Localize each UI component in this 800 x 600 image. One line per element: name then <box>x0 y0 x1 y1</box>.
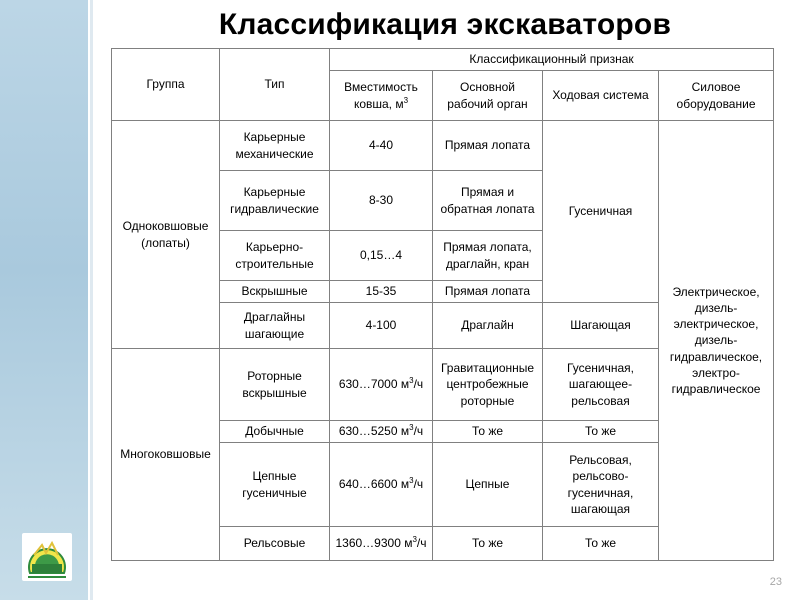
header-capacity: Вместимость ковша, $м^3$ <box>330 71 433 121</box>
header-classification: Классификационный признак <box>330 49 774 71</box>
table-header-row <box>112 49 774 71</box>
cell-running-system: Рельсовая, рельсово-гусеничная, шагающая <box>543 443 659 527</box>
cell-type: Карьерные гидравлические <box>220 171 330 231</box>
table-row <box>112 121 774 171</box>
cell-capacity: 1360…9300 $м^3/ч$ <box>330 527 433 561</box>
cell-work-organ: Гравитационные центробежные роторные <box>433 349 543 421</box>
university-logo <box>22 533 72 581</box>
cell-capacity: 630…7000 $м^3/ч$ <box>330 349 433 421</box>
cell-work-organ: То же <box>433 421 543 443</box>
cell-capacity: 630…5250 $м^3/ч$ <box>330 421 433 443</box>
cell-capacity: 4-40 <box>330 121 433 171</box>
cell-type: Рельсовые <box>220 527 330 561</box>
header-power-equipment: Силовое оборудование <box>659 71 774 121</box>
cell-running-system: Гусеничная, шагающее-рельсовая <box>543 349 659 421</box>
cell-type: Карьерно-строительные <box>220 231 330 281</box>
cell-power-equipment: Электрическое, дизель-электрическое, дизель-гидравлическое, электро-гидравлическое <box>659 121 774 561</box>
cell-running-shared: Гусеничная <box>543 121 659 303</box>
cell-type: Вскрышные <box>220 281 330 303</box>
cell-running-system: Шагающая <box>543 303 659 349</box>
cell-type: Роторные вскрышные <box>220 349 330 421</box>
cell-type: Цепные гусеничные <box>220 443 330 527</box>
cell-work-organ: То же <box>433 527 543 561</box>
cell-work-organ: Цепные <box>433 443 543 527</box>
cell-capacity: 640…6600 $м^3/ч$ <box>330 443 433 527</box>
cell-running-system: То же <box>543 527 659 561</box>
cell-type: Карьерные механические <box>220 121 330 171</box>
cell-work-organ: Прямая лопата <box>433 281 543 303</box>
cell-work-organ: Драглайн <box>433 303 543 349</box>
sidebar-divider-shadow <box>90 0 93 600</box>
cell-capacity: 0,15…4 <box>330 231 433 281</box>
cell-type: Добычные <box>220 421 330 443</box>
cell-type: Драглайны шагающие <box>220 303 330 349</box>
cell-work-organ: Прямая лопата <box>433 121 543 171</box>
group-multi-bucket: Многоковшовые <box>112 349 220 561</box>
cell-capacity: 8-30 <box>330 171 433 231</box>
header-work-organ: Основной рабочий орган <box>433 71 543 121</box>
excavator-classification-table <box>111 48 774 561</box>
group-single-bucket: Одноковшовые (лопаты) <box>112 121 220 349</box>
cell-work-organ: Прямая лопата, драглайн, кран <box>433 231 543 281</box>
logo-emblem-icon <box>22 533 72 581</box>
cell-running-system: То же <box>543 421 659 443</box>
header-type: Тип <box>220 49 330 121</box>
cell-capacity: 4-100 <box>330 303 433 349</box>
header-running-system: Ходовая система <box>543 71 659 121</box>
slide-title: Классификация экскаваторов <box>218 8 672 41</box>
header-group: Группа <box>112 49 220 121</box>
cell-work-organ: Прямая и обратная лопата <box>433 171 543 231</box>
page-number: 23 <box>769 576 782 588</box>
sidebar-panel <box>0 0 88 600</box>
cell-capacity: 15-35 <box>330 281 433 303</box>
